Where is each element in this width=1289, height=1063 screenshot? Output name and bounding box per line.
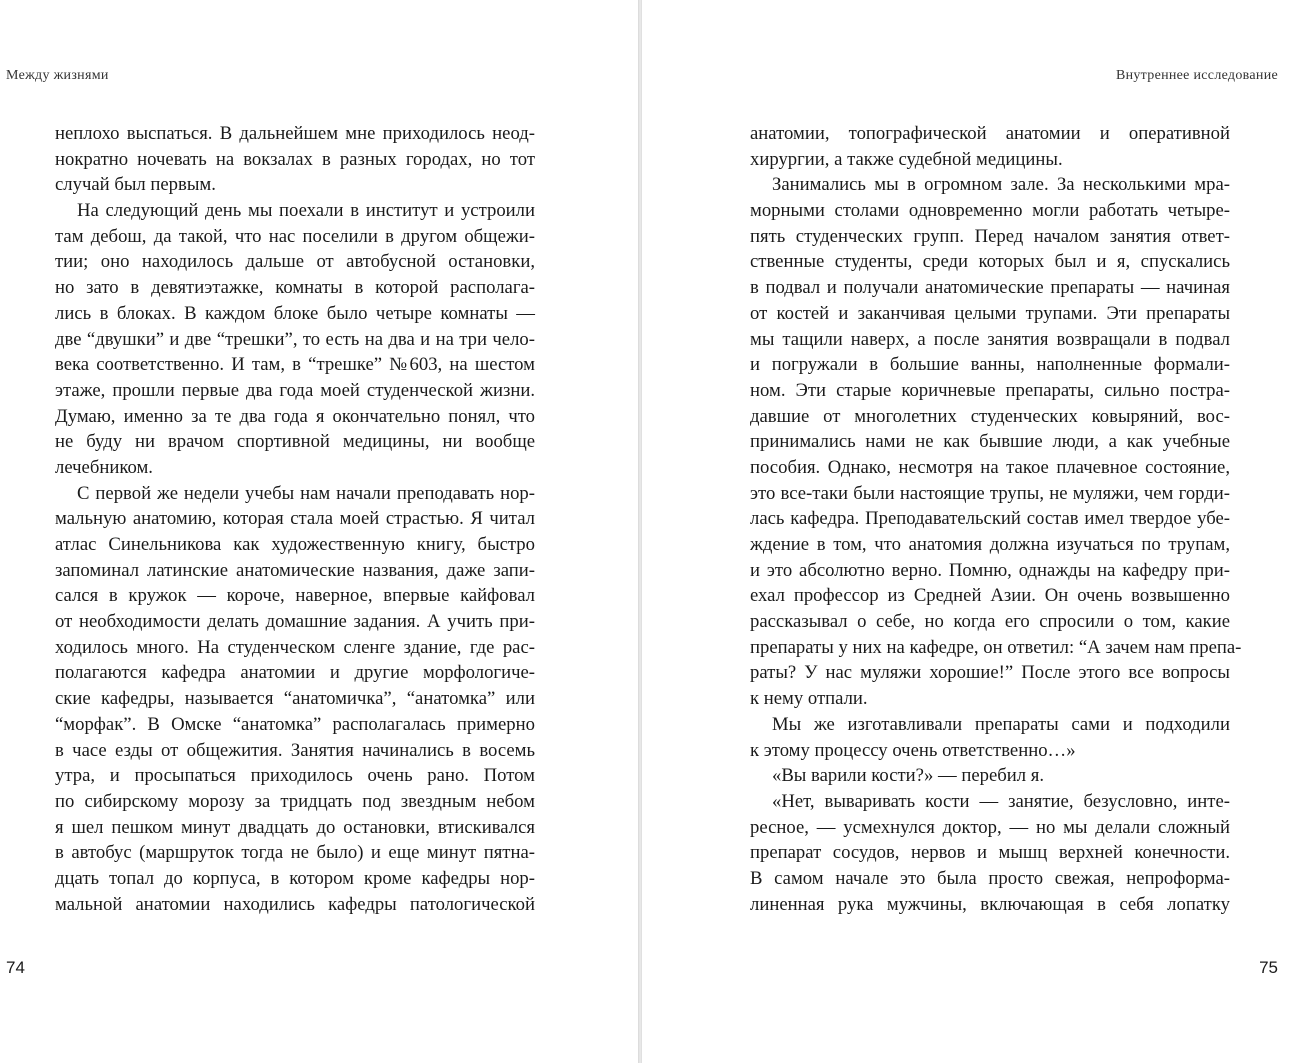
left-page <box>0 0 638 1063</box>
text-line: мальную анатомию, которая стала моей страстью. Я читал <box>55 508 535 530</box>
text-line: века соответственно. И там, в “трешке” №603, на шестом <box>55 354 535 376</box>
text-line: дцать топал до корпуса, в котором кроме кафедры нор- <box>55 867 535 889</box>
text-line: это все-таки были настоящие трупы, не муляжи, чем горди- <box>750 482 1230 504</box>
text-line: морными столами одновременно могли работать четыре- <box>750 200 1230 222</box>
text-line: атлас Синельникова как художественную книгу, быстро <box>55 534 535 555</box>
text-line: тии; оно находилось дальше от автобусной остановки, <box>55 251 535 273</box>
text-line: С первой же недели учебы нам начали преподавать нор- <box>77 482 535 504</box>
text-line: лись в блоках. В каждом блоке было четыре комнаты — <box>55 302 535 324</box>
text-line: ном. Эти старые коричневые препараты, сильно постра- <box>750 379 1230 401</box>
text-line: «Вы варили кости?» — перебил я. <box>772 765 1045 787</box>
text-line: хирургии, а также судебной медицины. <box>750 148 1063 170</box>
right-page-text <box>750 121 1242 917</box>
text-line: не буду ни врачом спортивной медицины, ни вообще <box>55 431 535 453</box>
text-line: к нему отпали. <box>750 688 868 710</box>
text-line: от костей и заканчивая целыми трупами. Эти препараты <box>750 302 1230 324</box>
text-line: и погружали в большие ванны, наполненные формали- <box>750 354 1230 376</box>
text-line: Занимались мы в огромном зале. За несколькими мра- <box>772 174 1230 196</box>
text-line: давшие от многолетних студенческих ковыряний, вос- <box>750 405 1230 427</box>
page-number-right: 75 <box>1259 958 1278 977</box>
text-line: мальной анатомии находились кафедры патологической <box>55 893 535 915</box>
text-line: полагаются кафедра анатомии и другие морфологиче- <box>55 662 535 684</box>
text-line: в подвал и получали анатомические препараты — начиная <box>750 277 1230 299</box>
text-line: ственные студенты, среди которых был и я, спускались <box>750 251 1230 273</box>
text-line: пособия. Однако, несмотря на такое плачевное состояние, <box>750 456 1230 478</box>
text-line: ехал профессор из Средней Азии. Он очень возвышенно <box>750 585 1230 607</box>
left-page-text <box>55 121 535 917</box>
text-line: к этому процессу очень ответственно…» <box>750 739 1076 761</box>
text-line: ские кафедры, называется “анатомичка”, “анатомка” или <box>55 688 535 710</box>
text-line: Думаю, именно за те два года я окончательно понял, что <box>55 405 535 427</box>
text-line: препарат сосудов, нервов и мышц верхней конечности. <box>750 842 1230 864</box>
text-line: рассказывал о себе, но когда его спросили о том, какие <box>750 611 1230 633</box>
text-line: нократно ночевать на вокзалах в разных городах, но тот <box>55 148 535 170</box>
right-page <box>642 0 1289 1063</box>
text-line: случай был первым. <box>55 174 216 196</box>
text-line: неплохо выспаться. В дальнейшем мне приходилось неод- <box>55 123 535 144</box>
text-line: там дебош, да такой, что нас поселили в другом общежи- <box>55 225 535 247</box>
text-line: раты? У нас муляжи хорошие!” После этого все вопросы <box>750 662 1230 684</box>
text-line: в автобус (маршруток тогда не было) и еще минут пятна- <box>55 842 535 864</box>
text-line: но зато в девятиэтажке, комнаты в которой располага- <box>55 277 535 299</box>
text-line: анатомии, топографической анатомии и оперативной <box>750 123 1230 144</box>
text-line: Мы же изготавливали препараты сами и подходили <box>772 713 1230 735</box>
text-line: этаже, прошли первые два года моей студенческой жизни. <box>55 379 535 401</box>
text-line: в часе езды от общежития. Занятия начинались в восемь <box>55 739 535 761</box>
text-line: ходилось много. На студенческом сленге здание, где рас- <box>55 636 535 658</box>
text-line: мы тащили наверх, а после занятия возвращали в подвал <box>750 328 1230 350</box>
text-line: по сибирскому морозу за тридцать под звездным небом <box>55 790 535 812</box>
text-line: принимались нами не как бывшие люди, а как учебные <box>750 431 1230 453</box>
text-line: от необходимости делать домашние задания. А учить при- <box>55 611 535 633</box>
text-line: утра, и просыпаться приходилось очень рано. Потом <box>55 765 535 787</box>
text-line: лечебником. <box>55 456 153 478</box>
text-line: «Нет, вываривать кости — занятие, безусловно, инте- <box>772 790 1230 812</box>
page-number-left: 74 <box>6 958 25 977</box>
running-head-left: Между жизнями <box>6 68 109 83</box>
text-line: две “двушки” и две “трешки”, то есть на два и на три чело- <box>55 328 535 350</box>
text-line: пять студенческих групп. Перед началом занятия ответ- <box>750 225 1230 247</box>
text-line: сался в кружок — короче, наверное, впервые кайфовал <box>55 585 535 607</box>
text-line: лась кафедра. Преподавательский состав имел твердое убе- <box>750 508 1230 530</box>
running-head-right: Внутреннее исследование <box>1115 68 1278 83</box>
text-line: и это абсолютно верно. Помню, однажды на кафедру при- <box>750 559 1230 581</box>
text-line: ресное, — усмехнулся доктор, — но мы делали сложный <box>750 816 1230 838</box>
text-line: ждение в том, что анатомия должна изучаться по трупам, <box>750 534 1230 555</box>
text-line: линенная рука мужчины, включающая в себя лопатку <box>750 893 1230 915</box>
text-line: В самом начале это была просто свежая, непроформа- <box>750 867 1230 889</box>
text-line: я шел пешком минут двадцать до остановки, втискивался <box>55 816 535 838</box>
text-line: “морфак”. В Омске “анатомка” располагалась примерно <box>55 713 535 735</box>
text-line: препараты у них на кафедре, он ответил: “А зачем нам препа- <box>750 636 1242 658</box>
text-line: запоминал латинские анатомические названия, даже запи- <box>55 559 535 581</box>
text-line: На следующий день мы поехали в институт и устроили <box>77 200 535 222</box>
